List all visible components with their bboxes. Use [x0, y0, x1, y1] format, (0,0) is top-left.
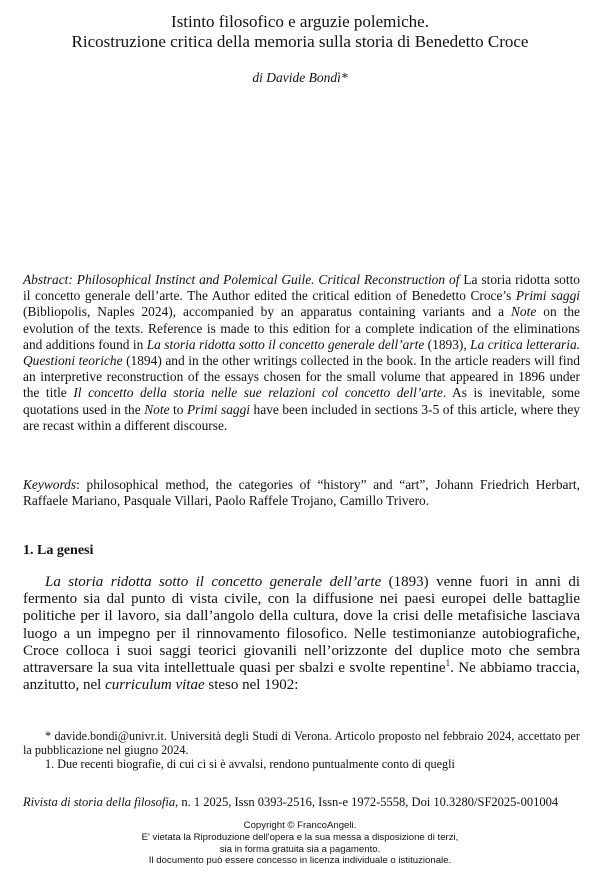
keywords-text: : philosophical method, the categories of “history” and “art”, Johann Friedrich Herbart, Raffaele Mariano, Pasquale Villari, Paolo Raffele Trojano, Camillo Trivero. [23, 477, 580, 509]
title-line-2: Ricostruzione critica della memoria sulla storia di Benedetto Croce [71, 32, 529, 51]
footnotes [23, 729, 580, 771]
abstract-label: Abstract: Philosophical Instinct and Polemical Guile. Critical Reconstruction of [23, 272, 460, 287]
body-paragraph: La storia ridotta sotto il concetto generale dell’arte (1893) venne fuori in anni di fermento sia dal punto di vista civile, con la diffusione nei paesi europei delle battaglie politiche per il lavoro, sia dall’angolo della cultura, dove la crisi delle metafisiche lasciava luogo a un impegno per il rinnovamento filosofico. Nelle testimonianze autobiografiche, Croce colloca i suoi saggi teorici giovanili nell’orizzonte del duplice moto che sembra attraversare la sua vita intellettuale quasi per sbalzi e svolte repentine$^1$. Ne abbiamo traccia, anzitutto, nel curriculum vitae steso nel 1902: [23, 574, 581, 694]
journal-citation [23, 795, 583, 810]
keywords-label: Keywords [23, 477, 77, 492]
journal-details: , n. 1 2025, Issn 0393-2516, Issn-e 1972-5558, Doi 10.3280/SF2025-001004 [175, 795, 559, 809]
footnote-star: * davide.bondi@univr.it. Università degli Studi di Verona. Articolo proposto nel febbraio 2024, accettato per la pubblicazione nel giugno 2024. [23, 729, 580, 757]
keywords [23, 477, 580, 509]
title-line-1: Istinto filosofico e arguzie polemiche. [171, 12, 429, 31]
section-heading: 1. La genesi [23, 543, 94, 558]
author-byline: di Davide Bondì* [252, 70, 348, 85]
abstract: Abstract: Philosophical Instinct and Polemical Guile. Critical Reconstruction of La storia ridotta sotto il concetto generale dell’arte. The Author edited the critical edition of Benedetto Croce’s Primi saggi (Bibliopolis, Naples 2024), accompanied by an apparatus containing variants and a Note on the evolution of the texts. Reference is made to this edition for a complete indication of the eliminations and additions found in La storia ridotta sotto il concetto generale dell’arte (1893), La critica letteraria. Questioni teoriche (1894) and in the other writings collected in the book. In the article readers will find an interpretive reconstruction of the essays chosen for the small volume that appeared in 1896 under the title Il concetto della storia nelle sue relazioni col concetto dell’arte. As is inevitable, some quotations used in the Note to Primi saggi have been included in sections 3-5 of this article, where they are recast within a different discourse. [23, 272, 580, 433]
footnote-1: 1. Due recenti biografie, di cui ci si è avvalsi, rendono puntualmente conto di quegli [45, 757, 455, 771]
footnote-reference[interactable]: 1 [445, 658, 451, 669]
copyright-notice: Copyright © FrancoAngeli. E' vietata la Riproduzione dell'opera e la sua messa a disposizione di terzi, sia in forma gratuita sia a pagamento. Il documento può essere concesso in licenza individuale o istituzionale. [141, 820, 459, 867]
article-title [0, 12, 600, 52]
journal-name: Rivista di storia della filosofia [23, 795, 176, 809]
